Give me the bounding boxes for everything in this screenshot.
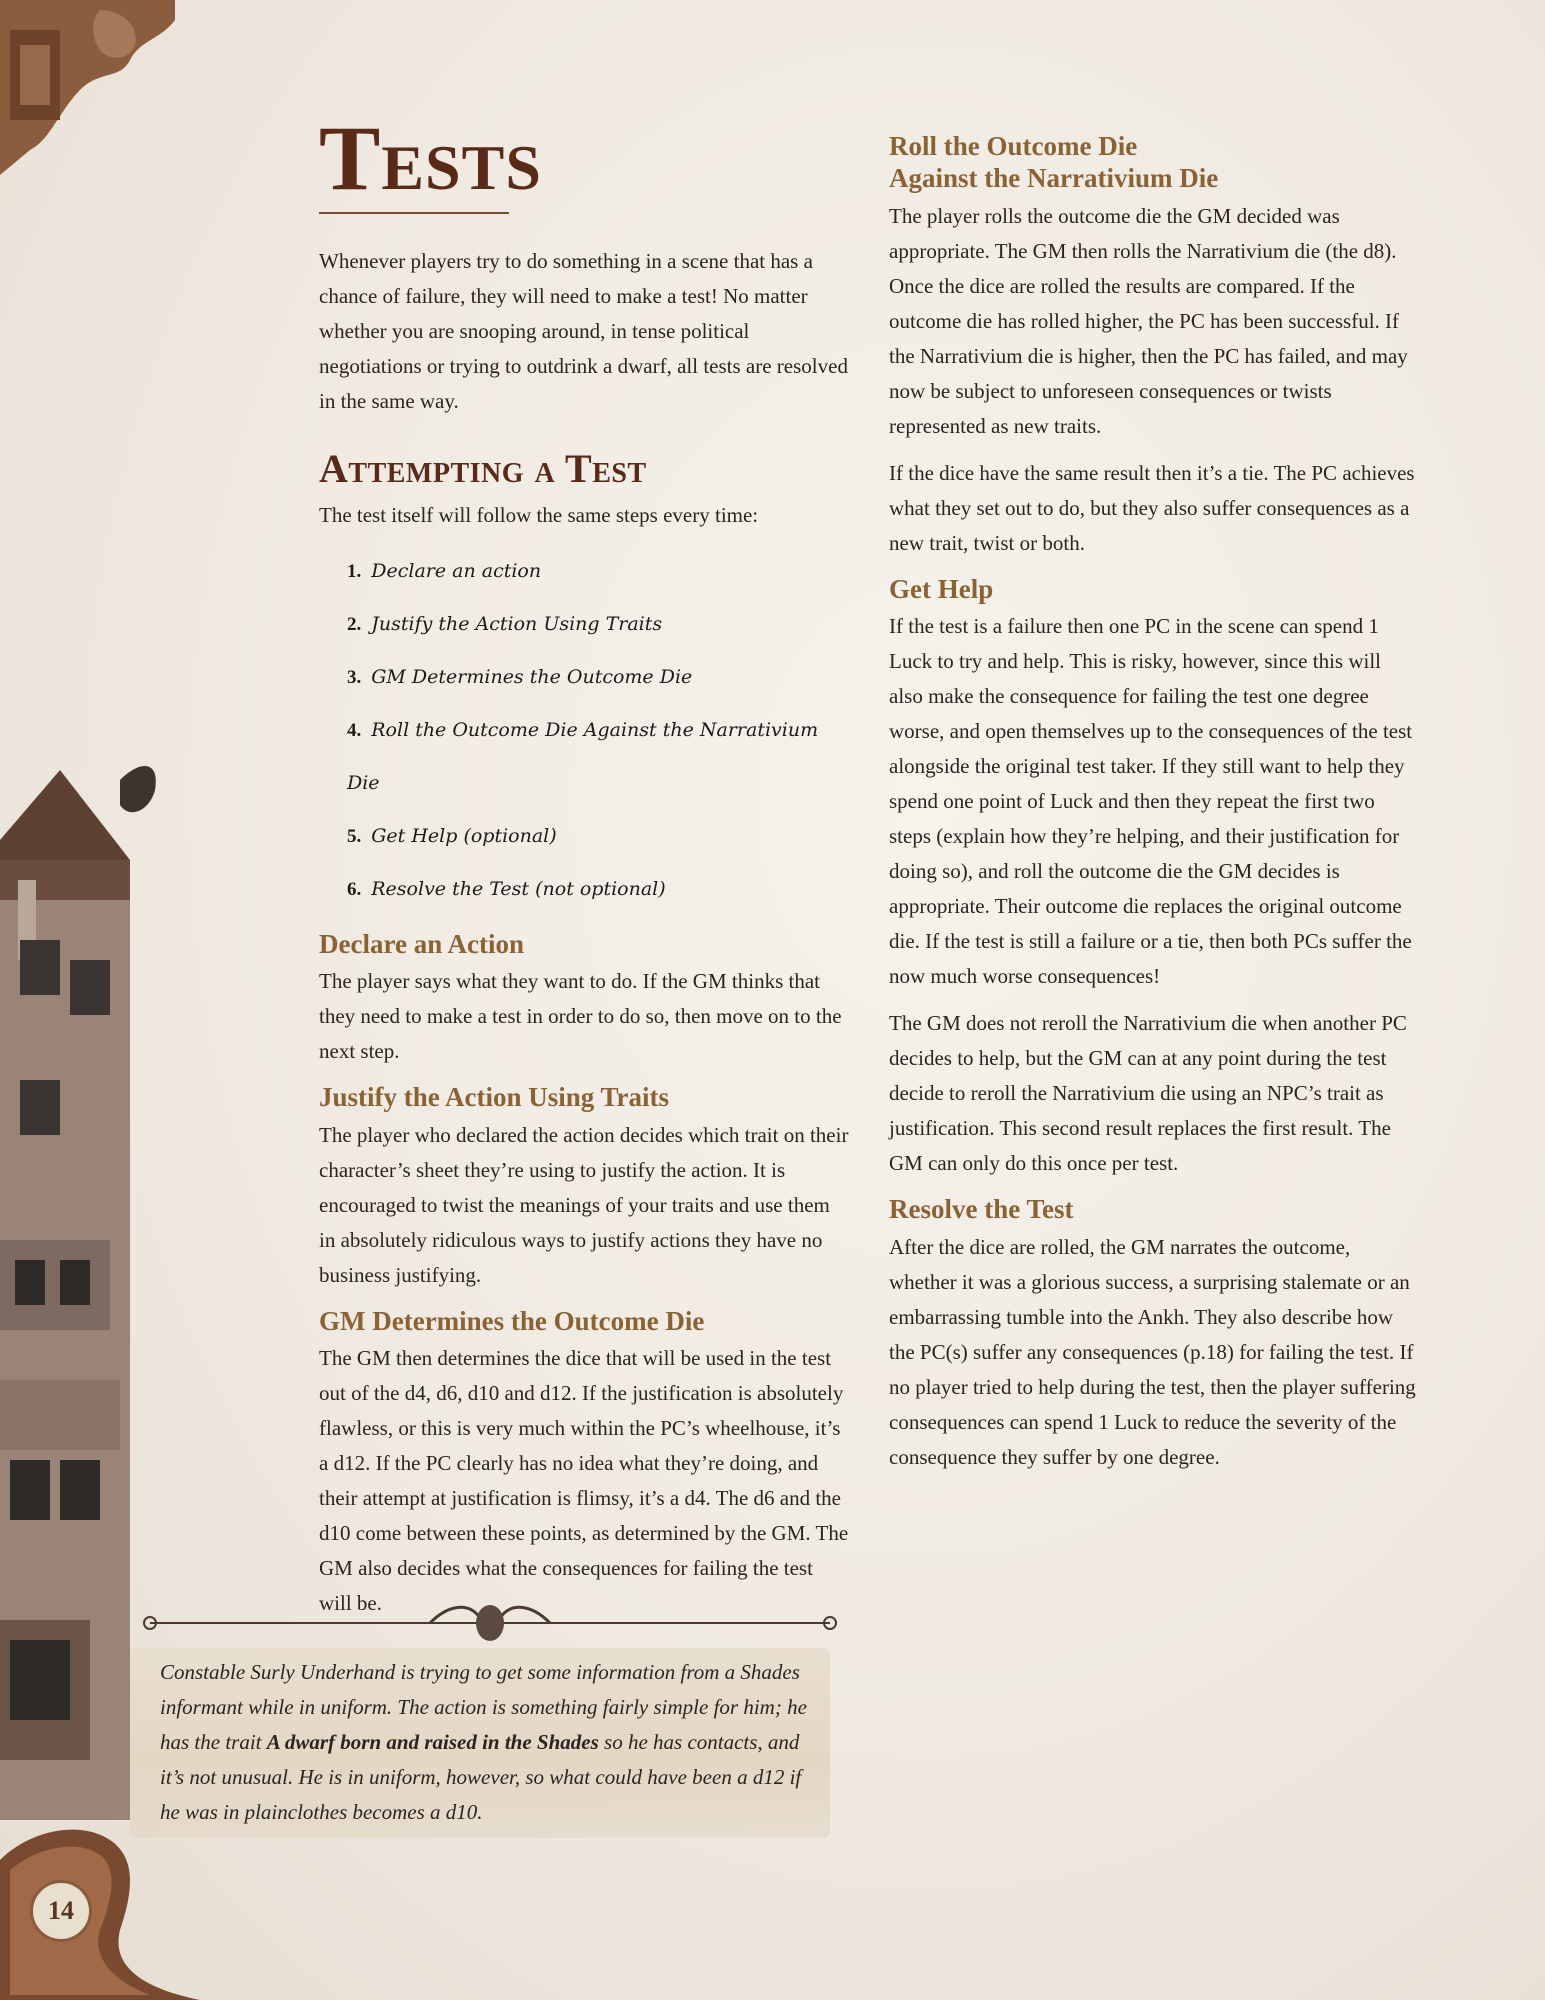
step-text: Get Help (optional) <box>371 825 557 847</box>
resolve-paragraph: After the dice are rolled, the GM narrates the outcome, whether it was a glorious success, a surprising stalemate or an embarrassing tumble into the Ankh. They also describe how the PC(s) suffer any consequences (p.18) for failing the test. If no player tried to help during the test, then the player suffering consequences can spend 1 Luck to reduce the severity of the consequence they suffer by one degree. <box>889 1234 1416 1469</box>
carved-corbel-illustration <box>0 0 175 180</box>
step-number: 6. <box>347 879 362 900</box>
step-text: GM Determines the Outcome Die <box>371 666 693 688</box>
roll-heading-line2: Against the Narrativium Die <box>889 163 1219 194</box>
example-text-part2: so he has contacts, and it’s not unusual. He is in uniform, however, so what could have been a d12 if he was in plainclothes becomes a d10. <box>160 1730 802 1824</box>
roll-paragraph-2: If the dice have the same result then it’s a tie. The PC achieves what they set out to do, but they also suffer consequences as a new trait, twist or both. <box>889 460 1415 555</box>
gm-determines-heading: GM Determines the Outcome Die <box>319 1305 705 1336</box>
step-text: Roll the Outcome Die Against the Narrativium Die <box>347 719 819 794</box>
step-item <box>347 704 849 810</box>
step-item <box>347 810 849 863</box>
step-item <box>347 545 849 598</box>
roll-heading <box>889 130 1419 195</box>
right-column <box>889 130 1419 1487</box>
justify-paragraph: The player who declared the action decides which trait on their character’s sheet they’re using to justify the action. It is encouraged to twist the meanings of your traits and use them in absolutely ridiculous ways to justify actions they have no business justifying. <box>319 1122 849 1287</box>
intro-paragraph: Whenever players try to do something in a scene that has a chance of failure, they will need to make a test! No matter whether you are snooping around, in tense political negotiations or trying to outdrink a dwarf, all tests are resolved in the same way. <box>319 249 848 413</box>
declare-heading: Declare an Action <box>319 929 524 959</box>
help-paragraph-2: The GM does not reroll the Narrativium die when another PC decides to help, but the GM can at any point during the test decide to reroll the Narrativium die using an NPC’s trait as justification. This second result replaces the first result. The GM can only do this once per test. <box>889 1011 1407 1176</box>
example-text-part1: Constable Surly Underhand is trying to get some information from a Shades informant while in uniform. The action is something fairly simple for him; he has the trait <box>160 1660 807 1754</box>
example-text <box>160 1655 820 1830</box>
step-text: Resolve the Test (not optional) <box>371 878 666 900</box>
title-underline <box>319 212 509 214</box>
justify-heading: Justify the Action Using Traits <box>319 1082 670 1113</box>
step-number: 2. <box>347 614 362 635</box>
attempting-lead: The test itself will follow the same steps every time: <box>319 503 759 527</box>
left-column <box>319 107 849 1633</box>
resolve-heading: Resolve the Test <box>889 1194 1074 1225</box>
example-trait-bold: A dwarf born and raised in the Shades <box>266 1730 599 1754</box>
step-number: 5. <box>347 826 362 847</box>
step-number: 1. <box>347 561 362 582</box>
help-paragraph-1: If the test is a failure then one PC in the scene can spend 1 Luck to try and help. This is risky, however, since this will also make the consequence for failing the test one degree worse, and open themselves up to the consequences of the test alongside the original test taker. If they still want to help they spend one point of Luck and then they repeat the first two steps (explain how they’re helping, and their justification for doing so), and roll the outcome die the GM decides is appropriate. Their outcome die replaces the original outcome die. If the test is still a failure or a tie, then both PCs suffer the now much worse consequences! <box>889 614 1413 989</box>
declare-paragraph: The player says what they want to do. If the GM thinks that they need to make a test in order to do so, then move on to the next step. <box>319 969 842 1064</box>
step-item <box>347 651 849 704</box>
step-text: Declare an action <box>371 560 542 582</box>
page-number: 14 <box>30 1880 92 1942</box>
roll-paragraph-1: The player rolls the outcome die the GM decided was appropriate. The GM then rolls the Narrativium die (the d8). Once the dice are rolled the results are compared. If the outcome die has rolled higher, the PC has been successful. If the Narrativium die is higher, then the PC has failed, and may now be subject to unforeseen consequences or twists represented as new traits. <box>889 203 1408 438</box>
step-item <box>347 863 849 916</box>
attempting-heading: Attempting a Test <box>319 446 647 491</box>
roll-heading-line1: Roll the Outcome Die <box>889 131 1138 161</box>
step-text: Justify the Action Using Traits <box>371 613 663 635</box>
step-number: 4. <box>347 720 362 741</box>
steps-list <box>319 545 849 916</box>
step-item <box>347 598 849 651</box>
ornamental-divider <box>130 1598 850 1648</box>
help-heading: Get Help <box>889 573 994 604</box>
page-title: Tests <box>319 107 542 209</box>
step-number: 3. <box>347 667 362 688</box>
gm-determines-paragraph: The GM then determines the dice that will be used in the test out of the d4, d6, d10 and d12. If the justification is absolutely flawless, or this is very much within the PC’s wheelhouse, it’s a d12. If the PC clearly has no idea what they’re doing, and their attempt at justification is flimsy, it’s a d4. The d6 and the d10 come between these points, as determined by the GM. The GM also decides what the consequences for failing the test will be. <box>319 1346 849 1616</box>
